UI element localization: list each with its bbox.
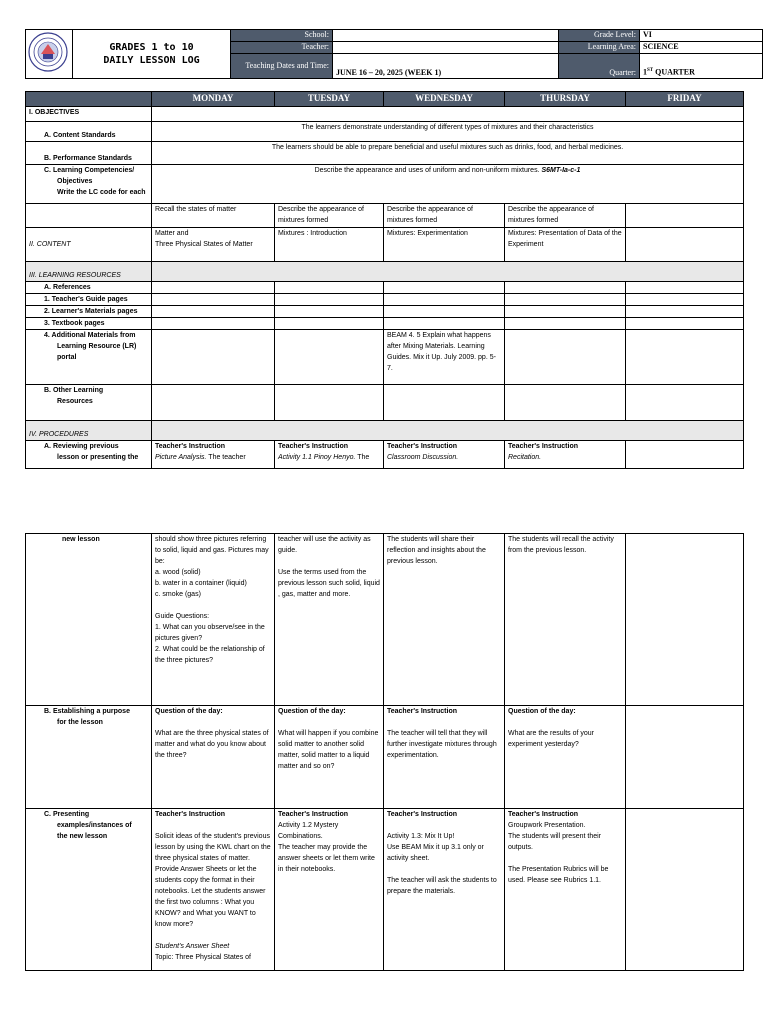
review-tuesday-cont [275,534,384,706]
review-monday-cont-4: c. smoke (gas) [155,591,201,598]
title-line-2: DAILY LESSON LOG [103,55,200,66]
review-wednesday-italic: Classroom Discussion. [387,454,459,461]
grade-level-value[interactable]: VI [640,30,763,42]
additional-mon [152,330,275,385]
review-monday-cont-2: a. wood (solid) [155,569,201,576]
review-monday-italic: Picture Analysis. [155,454,207,461]
reviewing-label-cont: new lesson [26,534,152,706]
review-monday-heading: Teacher's Instruction [155,443,225,450]
additional-fri [626,330,744,385]
other-wed [384,385,505,421]
quarter-value[interactable] [640,53,763,78]
reviewing-label-1: A. Reviewing previous [44,443,119,450]
review-monday-cont [152,534,275,706]
tg-mon [152,294,275,306]
content-monday-1: Matter and [155,230,189,237]
reviewing-label-2: lesson or presenting the [57,454,139,461]
day-header-thursday: THURSDAY [505,92,626,107]
review-monday-cont-6: 1. What can you observe/see in the pictures given? [155,624,265,642]
presenting-friday [626,809,744,971]
additional-materials-label-1: 4. Additional Materials from [44,332,136,339]
content-standards-text: The learners demonstrate understanding of different types of mixtures and their characteristics [152,122,744,142]
purpose-thursday [505,706,626,809]
references-mon [152,282,275,294]
tg-wed [384,294,505,306]
purpose-friday [626,706,744,809]
purpose-monday-heading: Question of the day: [155,708,223,715]
presenting-tuesday [275,809,384,971]
other-resources-label [26,385,152,421]
tb-thu [505,318,626,330]
content-thursday: Mixtures: Presentation of Data of the Experiment [505,228,626,262]
competency-code: S6MT-Ia-c-1 [541,167,581,174]
purpose-thursday-text: What are the results of your experiment yesterday? [508,730,594,748]
other-thu [505,385,626,421]
lm-pages-label: 2. Learner's Materials pages [26,306,152,318]
teaching-dates-label: Teaching Dates and Time: [231,53,333,78]
objectives-span [152,107,744,122]
learning-area-value[interactable]: SCIENCE [640,41,763,53]
tg-pages-label: 1. Teacher's Guide pages [26,294,152,306]
content-label: II. CONTENT [26,228,152,262]
learning-area-label: Learning Area: [559,41,640,53]
procedures-label: IV. PROCEDURES [26,421,152,441]
competency-text [152,165,744,204]
content-monday [152,228,275,262]
other-mon [152,385,275,421]
day-header-blank [26,92,152,107]
additional-wednesday: BEAM 4. 5 Explain what happens after Mixing Materials. Learning Guides. Mix it Up. July 2009. pp. 5-7. [384,330,505,385]
presenting-wednesday-activity: Activity 1.3: Mix It Up! [387,833,455,840]
lm-wed [384,306,505,318]
presenting-wednesday-beam: Use BEAM Mix it up 3.1 only or activity sheet. [387,844,484,862]
objective-monday: Recall the states of matter [152,204,275,228]
quarter-number: 1 [643,68,647,77]
presenting-monday-answer-sheet: Student's Answer Sheet [155,943,230,950]
day-header-monday: MONDAY [152,92,275,107]
presenting-monday-heading: Teacher's Instruction [155,811,225,818]
review-monday-rest: The teacher [206,454,246,461]
tb-tue [275,318,384,330]
review-tuesday-text [278,452,380,463]
lm-fri [626,306,744,318]
objective-wednesday: Describe the appearance of mixtures formed [384,204,505,228]
references-label: A. References [26,282,152,294]
quarter-superscript: ST [647,68,654,74]
tg-fri [626,294,744,306]
purpose-tuesday-heading: Question of the day: [278,708,346,715]
references-wed [384,282,505,294]
textbook-pages-label: 3. Textbook pages [26,318,152,330]
teaching-dates-value[interactable]: JUNE 16 – 20, 2025 (WEEK 1) [333,53,559,78]
performance-standards-text: The learners should be able to prepare beneficial and useful mixtures such as drinks, food, and herbal medicines. [152,142,744,165]
title-cell [73,30,231,79]
review-wednesday [384,441,505,469]
purpose-monday-text: What are the three physical states of matter and what do you know about the three? [155,730,269,759]
school-label: School: [231,30,333,42]
additional-materials-label [26,330,152,385]
review-thursday-heading: Teacher's Instruction [508,443,578,450]
presenting-tuesday-activity: Activity 1.2 Mystery Combinations. [278,822,339,840]
objectives-label: I. OBJECTIVES [26,107,152,122]
content-tuesday: Mixtures : Introduction [275,228,384,262]
references-thu [505,282,626,294]
objectives-row-blank [26,204,152,228]
objective-thursday: Describe the appearance of mixtures formed [505,204,626,228]
tb-fri [626,318,744,330]
review-friday-cont [626,534,744,706]
quarter-suffix: QUARTER [653,68,695,77]
day-header-wednesday: WEDNESDAY [384,92,505,107]
objective-tuesday: Describe the appearance of mixtures formed [275,204,384,228]
teacher-field[interactable] [333,41,559,53]
grade-level-label: Grade Level: [559,30,640,42]
review-tuesday-heading: Teacher's Instruction [278,443,348,450]
performance-standards-label: B. Performance Standards [26,142,152,165]
review-thursday-italic: Recitation. [508,454,542,461]
day-header-tuesday: TUESDAY [275,92,384,107]
other-resources-label-2: Resources [57,398,93,405]
tg-thu [505,294,626,306]
presenting-thursday-rubrics: The Presentation Rubrics will be used. Please see Rubrics 1.1. [508,866,609,884]
review-tuesday-cont-2: Use the terms used from the previous lesson such solid, liquid , gas, matter and more. [278,569,380,598]
lm-mon [152,306,275,318]
presenting-monday-topic: Topic: Three Physical States of [155,954,251,961]
quarter-label: Quarter: [559,53,640,78]
tb-wed [384,318,505,330]
school-field[interactable] [333,30,559,42]
competency-label [26,165,152,204]
review-monday-cont-5: Guide Questions: [155,613,210,620]
additional-materials-label-2: Learning Resource (LR) portal [57,343,137,361]
reviewing-label [26,441,152,469]
review-monday-cont-7: 2. What could be the relationship of the three pictures? [155,646,265,664]
presenting-tuesday-text: The teacher may provide the answer sheets or let them write in their notebooks. [278,844,375,873]
tb-mon [152,318,275,330]
presenting-wednesday [384,809,505,971]
purpose-wednesday [384,706,505,809]
review-monday-cont-3: b. water in a container (liquid) [155,580,247,587]
purpose-label-2: for the lesson [57,719,103,726]
presenting-wednesday-heading: Teacher's Instruction [387,811,457,818]
purpose-wednesday-heading: Teacher's Instruction [387,708,457,715]
learning-resources-span [152,262,744,282]
review-thursday-cont: The students will recall the activity from the previous lesson. [505,534,626,706]
presenting-label-2: examples/instances of [57,822,132,829]
presenting-thursday [505,809,626,971]
other-resources-label-1: B. Other Learning [44,387,104,394]
review-wednesday-heading: Teacher's Instruction [387,443,457,450]
references-tue [275,282,384,294]
review-monday-text [155,452,271,463]
review-monday [152,441,275,469]
day-header-friday: FRIDAY [626,92,744,107]
competency-label-2: Objectives [57,178,93,185]
objective-friday [626,204,744,228]
purpose-label [26,706,152,809]
purpose-thursday-heading: Question of the day: [508,708,576,715]
presenting-thursday-heading: Teacher's Instruction [508,811,578,818]
teacher-label: Teacher: [231,41,333,53]
logo-cell [26,30,73,79]
lm-tue [275,306,384,318]
content-friday [626,228,744,262]
review-tuesday [275,441,384,469]
presenting-thursday-present: The students will present their outputs. [508,833,601,851]
review-tuesday-cont-1: teacher will use the activity as guide. [278,536,371,554]
purpose-label-1: B. Establishing a purpose [44,708,130,715]
competency-description: Describe the appearance and uses of uniform and non-uniform mixtures. [314,167,540,174]
content-wednesday: Mixtures: Experimentation [384,228,505,262]
presenting-wednesday-text: The teacher will ask the students to prepare the materials. [387,877,497,895]
presenting-label-3: the new lesson [57,833,108,840]
presenting-label-1: C. Presenting [44,811,90,818]
title-line-1: GRADES 1 to 10 [109,42,194,53]
review-tuesday-rest: The [355,454,370,461]
presenting-tuesday-heading: Teacher's Instruction [278,811,348,818]
review-friday [626,441,744,469]
review-monday-cont-1: should show three pictures referring to solid, liquid and gas. Pictures may be: [155,536,269,565]
content-monday-2: Three Physical States of Matter [155,241,253,248]
content-standards-label: A. Content Standards [26,122,152,142]
additional-thu [505,330,626,385]
other-fri [626,385,744,421]
purpose-wednesday-text: The teacher will tell that they will further investigate mixtures through experimentation. [387,730,497,759]
presenting-label [26,809,152,971]
purpose-tuesday [275,706,384,809]
purpose-tuesday-text: What will happen if you combine solid matter to another solid matter, solid matter to a liquid matter and so on? [278,730,379,770]
presenting-monday-text: Solicit ideas of the student's previous lesson by using the KWL chart on the three physical states of matter. Provide Answer Sheets or let the students copy the format in their notebooks. Let the students answer the first two columns : What you KNOW? and What you WANT to know more? [155,833,271,928]
review-thursday [505,441,626,469]
lm-thu [505,306,626,318]
presenting-monday [152,809,275,971]
tg-tue [275,294,384,306]
competency-label-3: Write the LC code for each [57,189,146,196]
review-tuesday-italic: Activity 1.1 Pinoy Henyo. [278,454,356,461]
deped-seal-icon [28,32,68,72]
review-wednesday-cont: The students will share their reflection and insights about the previous lesson. [384,534,505,706]
purpose-monday [152,706,275,809]
additional-tue [275,330,384,385]
other-tue [275,385,384,421]
references-fri [626,282,744,294]
presenting-thursday-groupwork: Groupwork Presentation. [508,822,586,829]
procedures-span [152,421,744,441]
learning-resources-label: III. LEARNING RESOURCES [26,262,152,282]
competency-label-1: C. Learning Competencies/ [44,167,135,174]
